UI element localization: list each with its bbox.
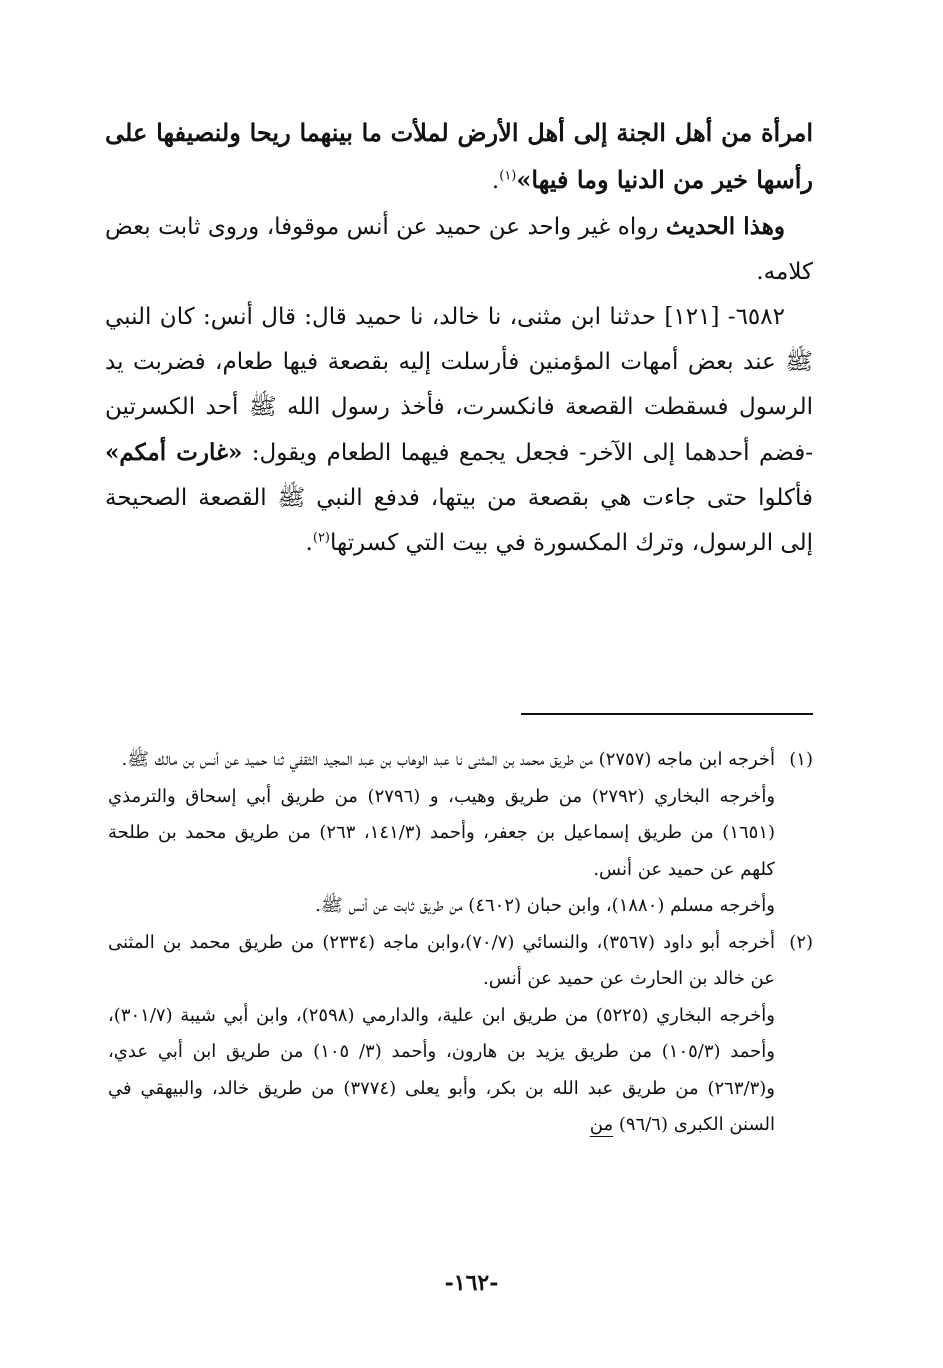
footnote-2-para-2-text: وأخرجه البخاري (٥٢٢٥) من طريق ابن علية، والدارمي (٢٥٩٨)، وابن أبي شيبة (٣٠١/٧)، وأحمد (١٠٥/٣) من طريق يزيد بن هارون، وأحمد (٣/ ١٠٥) من طريق ابن أبي عدي، و(٢٦٣/٣) من طريق عبد الله بن بكر، وأبو يعلى (٣٧٧٤) من طريق خالد، والبيهقي في السنن الكبرى (٩٦/٦) xyxy=(108,1004,776,1135)
footnote-2-number: (٢) xyxy=(789,931,814,953)
paragraph-2-text: رواه غير واحد عن حميد عن أنس موقوفا، وروى ثابت بعض كلامه. xyxy=(105,214,813,285)
paragraph-3 xyxy=(105,295,813,566)
footnote-ref-1: (١) xyxy=(499,168,517,184)
page-number: -١٦٢- xyxy=(444,1270,499,1296)
footnotes xyxy=(108,742,813,1144)
footnote-1-number: (١) xyxy=(789,749,813,770)
footnote-1-text: أخرجه ابن ماجه (٢٧٥٧) من طريق محمد بن المثنى نا عبد الوهاب بن عبد المجيد الثقفي ثنا حميد عن أنس بن مالك ﷺ. xyxy=(121,749,775,770)
main-text xyxy=(105,110,813,566)
footnote-1 xyxy=(108,742,813,779)
continuation-word: من xyxy=(589,1114,614,1135)
footnote-2-para-2 xyxy=(108,998,813,1144)
footnote-1-para-3: وأخرجه مسلم (١٨٨٠)، وابن حبان (٤٦٠٢) من طريق ثابت عن أنس ﷺ. xyxy=(315,895,775,916)
hadith-narration-cont: فأكلوا حتى جاءت هي بقصعة من بيتها، فدفع النبي ﷺ القصعة الصحيحة إلى الرسول، وترك المكسورة في بيت التي كسرتها xyxy=(105,485,813,556)
paragraph-2-lead: وهذا الحديث xyxy=(665,213,785,240)
paragraph-end: . xyxy=(305,530,313,556)
footnote-ref-2: (٢) xyxy=(312,530,330,546)
footnote-2 xyxy=(108,925,813,998)
hadith-narration: ٦٥٨٢- [١٢١] حدثنا ابن مثنى، نا خالد، نا حميد قال: قال أنس: كان النبي ﷺ عند بعض أمهات المؤمنين فأرسلت إليه بقصعة فيها طعام، فضربت يد الرسول فسقطت القصعة فانكسرت، فأخذ رسول الله ﷺ أحد الكسرتين -فضم أحدهما إلى الآخر- فجعل يجمع فيهما الطعام ويقول: xyxy=(105,304,813,466)
paragraph-1 xyxy=(105,110,813,204)
footnote-2-text: أخرجه أبو داود (٣٥٦٧)، والنسائي (٧٠/٧)،وابن ماجه (٢٣٣٤) من طريق محمد بن المثنى عن خالد بن الحارث عن حميد عن أنس. xyxy=(108,931,776,989)
hadith-quote: امرأة من أهل الجنة إلى أهل الأرض لملأت ما بينهما ريحا ولنصيفها على رأسها خير من الدنيا وما فيها» xyxy=(105,118,813,194)
paragraph-2 xyxy=(105,204,813,295)
footnote-1-para-2: وأخرجه البخاري (٢٧٩٢) من طريق وهيب، و (٢٧٩٦) من طريق أبي إسحاق والترمذي (١٦٥١) من طريق إسماعيل بن جعفر، وأحمد (١٤١/٣، ٢٦٣) من طريق محمد بن طلحة كلهم عن حميد عن أنس. xyxy=(108,785,776,880)
footnote-separator xyxy=(521,713,813,715)
paragraph-end: . xyxy=(491,168,500,194)
hadith-saying: «غارت أمكم» xyxy=(105,439,243,466)
